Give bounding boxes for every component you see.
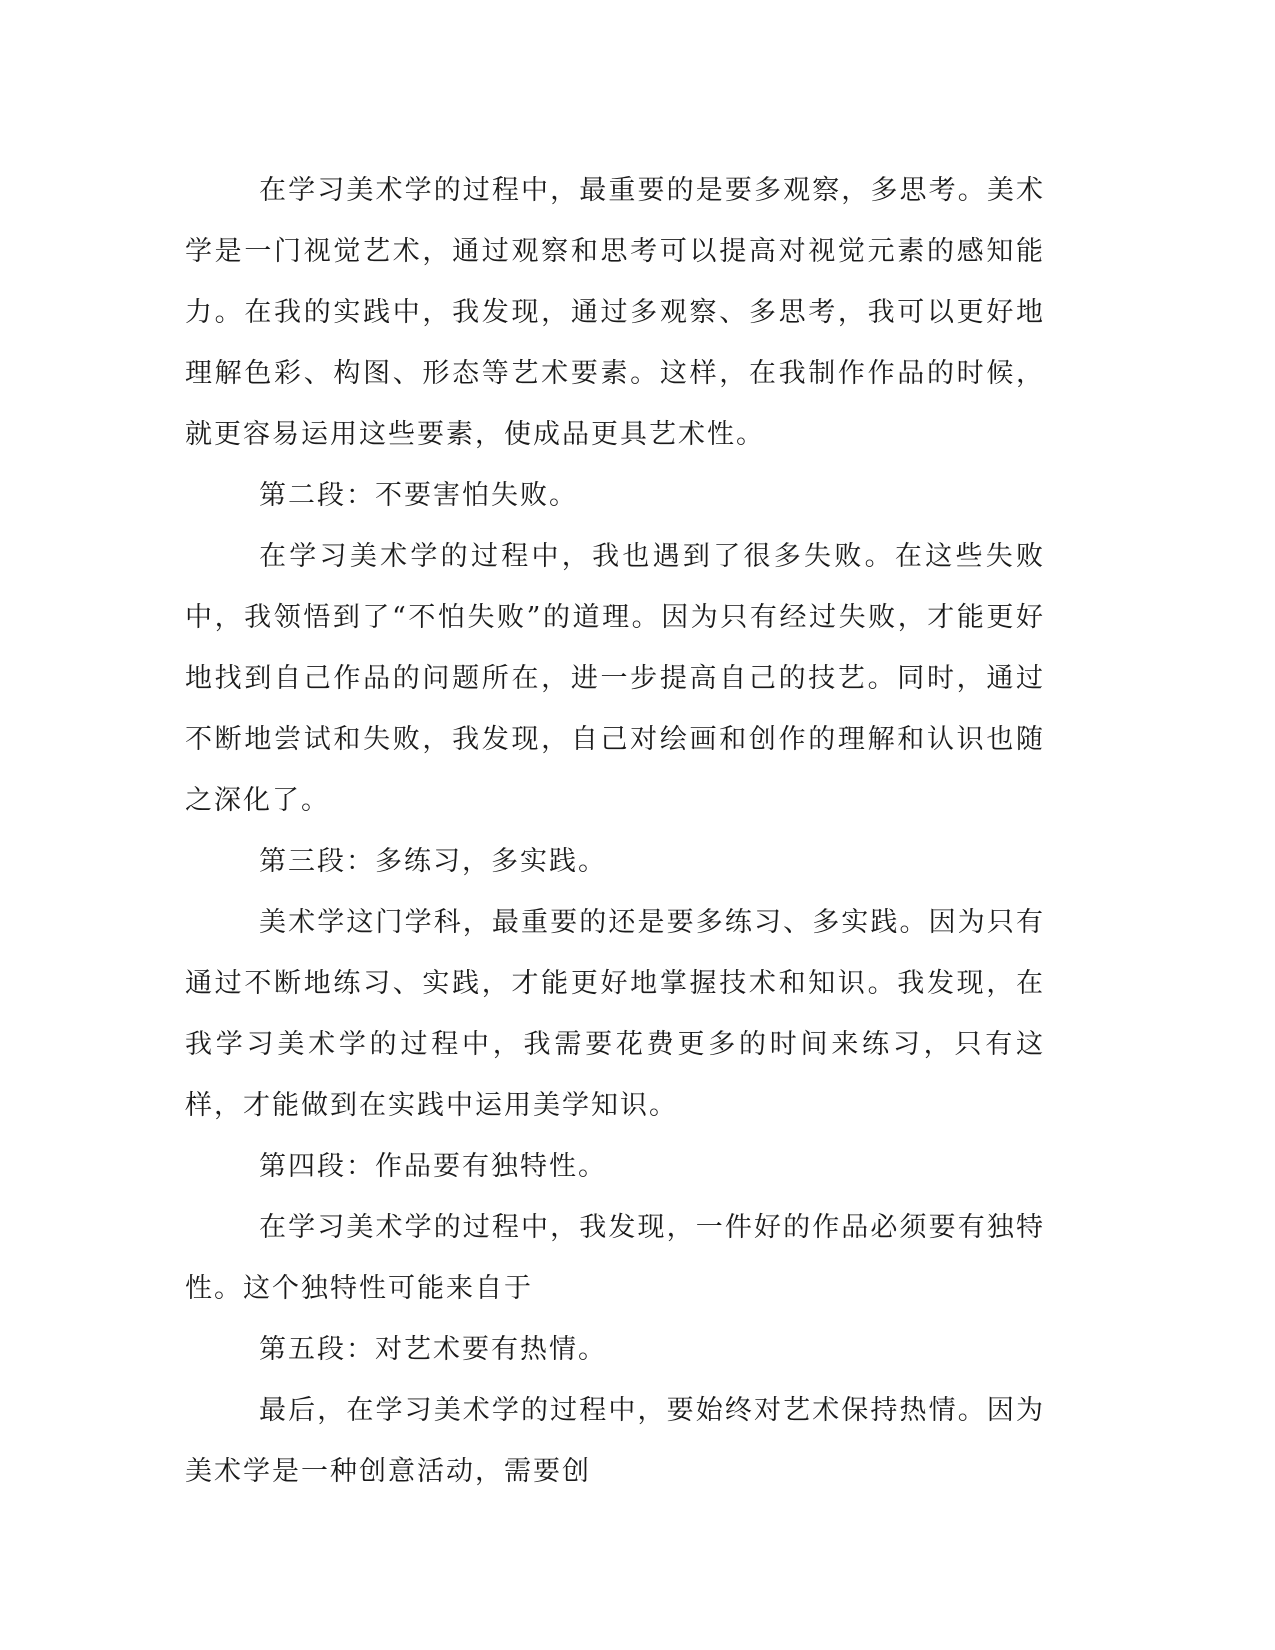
paragraph-observe-think: 在学习美术学的过程中，最重要的是要多观察，多思考。美术学是一门视觉艺术，通过观察和思考可以提高对视觉元素的感知能力。在我的实践中，我发现，通过多观察、多思考，我可以更好地理解色彩、构图、形态等艺术要素。这样，在我制作作品的时候，就更容易运用这些要素，使成品更具艺术性。: [185, 175, 1045, 450]
paragraph-practice: 美术学这门学科，最重要的还是要多练习、多实践。因为只有通过不断地练习、实践，才能更好地掌握技术和知识。我发现，在我学习美术学的过程中，我需要花费更多的时间来练习，只有这样，才能做到在实践中运用美学知识。: [185, 907, 1045, 1121]
section-heading-2: 第二段：不要害怕失败。: [259, 480, 578, 511]
document-body: [185, 160, 1045, 1502]
section-heading-3: 第三段：多练习，多实践。: [259, 846, 607, 877]
paragraph-uniqueness: 在学习美术学的过程中，我发现，一件好的作品必须要有独特性。这个独特性可能来自于: [185, 1212, 1045, 1304]
paragraph-passion: 最后，在学习美术学的过程中，要始终对艺术保持热情。因为美术学是一种创意活动，需要创: [185, 1395, 1045, 1487]
section-heading-4: 第四段：作品要有独特性。: [259, 1151, 607, 1182]
paragraph-failure: 在学习美术学的过程中，我也遇到了很多失败。在这些失败中，我领悟到了“不怕失败”的道理。因为只有经过失败，才能更好地找到自己作品的问题所在，进一步提高自己的技艺。同时，通过不断地尝试和失败，我发现，自己对绘画和创作的理解和认识也随之深化了。: [185, 541, 1045, 816]
section-heading-5: 第五段：对艺术要有热情。: [259, 1334, 607, 1365]
